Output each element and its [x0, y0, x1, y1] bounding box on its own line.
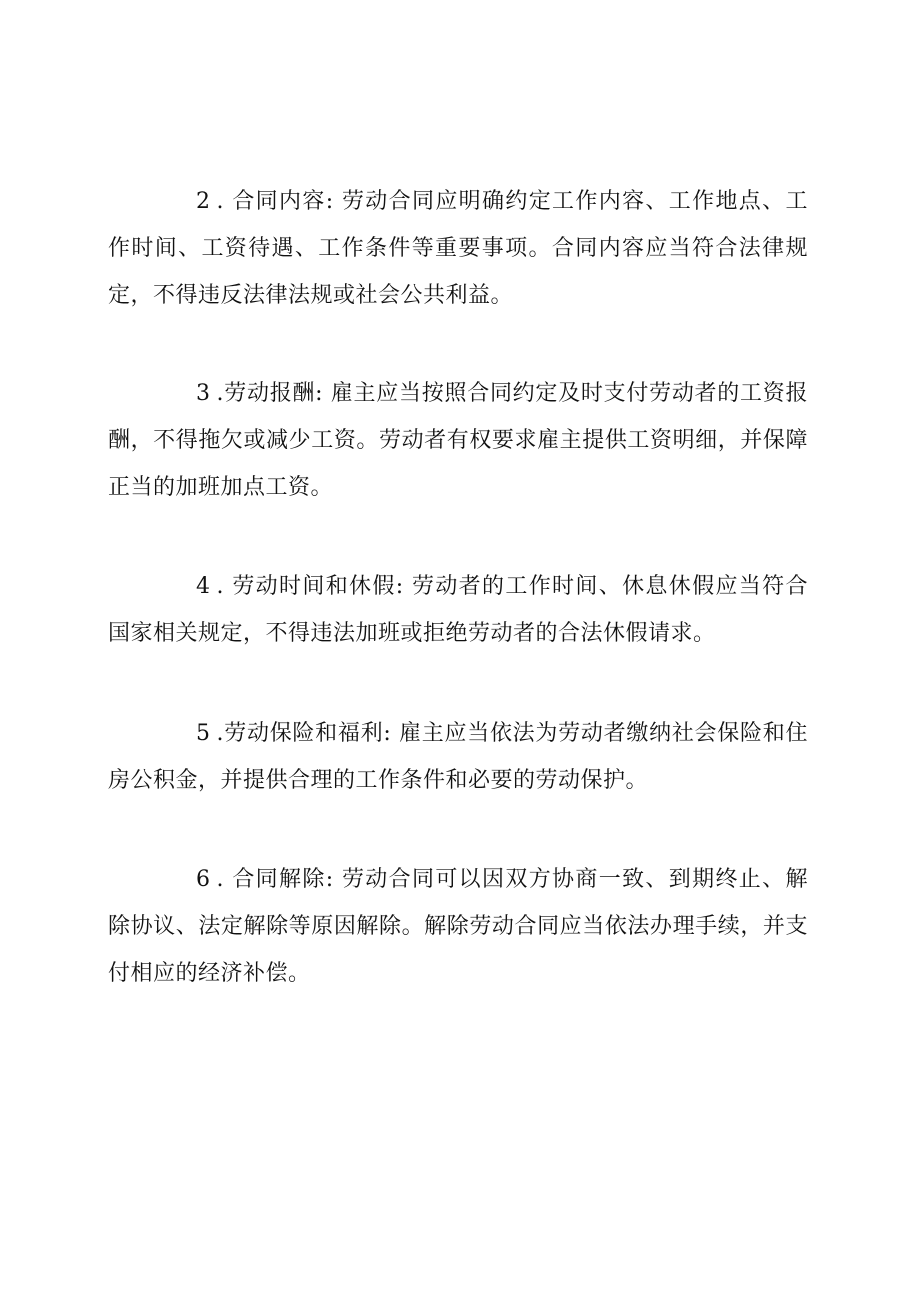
paragraph-number: 4	[196, 574, 211, 599]
paragraph-text: .劳动报酬: 雇主应当按照合同约定及时支付劳动者的工资报酬，不得拖欠或减少工资。劳动者有权要求雇主提供工资明细，并保障正当的加班加点工资。	[108, 381, 808, 500]
paragraph-text: .劳动保险和福利: 雇主应当依法为劳动者缴纳社会保险和住房公积金，并提供合理的工作条件和必要的劳动保护。	[108, 721, 808, 793]
paragraph-number: 2	[196, 189, 211, 214]
paragraph-6	[108, 856, 808, 997]
paragraph-4	[108, 563, 808, 657]
paragraph-number: 6	[196, 867, 211, 892]
paragraph-text: . 合同内容: 劳动合同应明确约定工作内容、工作地点、工作时间、工资待遇、工作条件等重要事项。合同内容应当符合法律规定，不得违反法律法规或社会公共利益。	[108, 189, 808, 308]
paragraph-text: . 劳动时间和休假: 劳动者的工作时间、休息休假应当符合国家相关规定，不得违法加班或拒绝劳动者的合法休假请求。	[108, 574, 808, 646]
paragraph-number: 5	[196, 721, 211, 746]
paragraph-text: . 合同解除: 劳动合同可以因双方协商一致、到期终止、解除协议、法定解除等原因解除。解除劳动合同应当依法办理手续，并支付相应的经济补偿。	[108, 867, 808, 986]
paragraph-5	[108, 710, 808, 804]
paragraph-2	[108, 178, 808, 319]
paragraph-number: 3	[196, 381, 211, 406]
paragraph-3	[108, 370, 808, 511]
